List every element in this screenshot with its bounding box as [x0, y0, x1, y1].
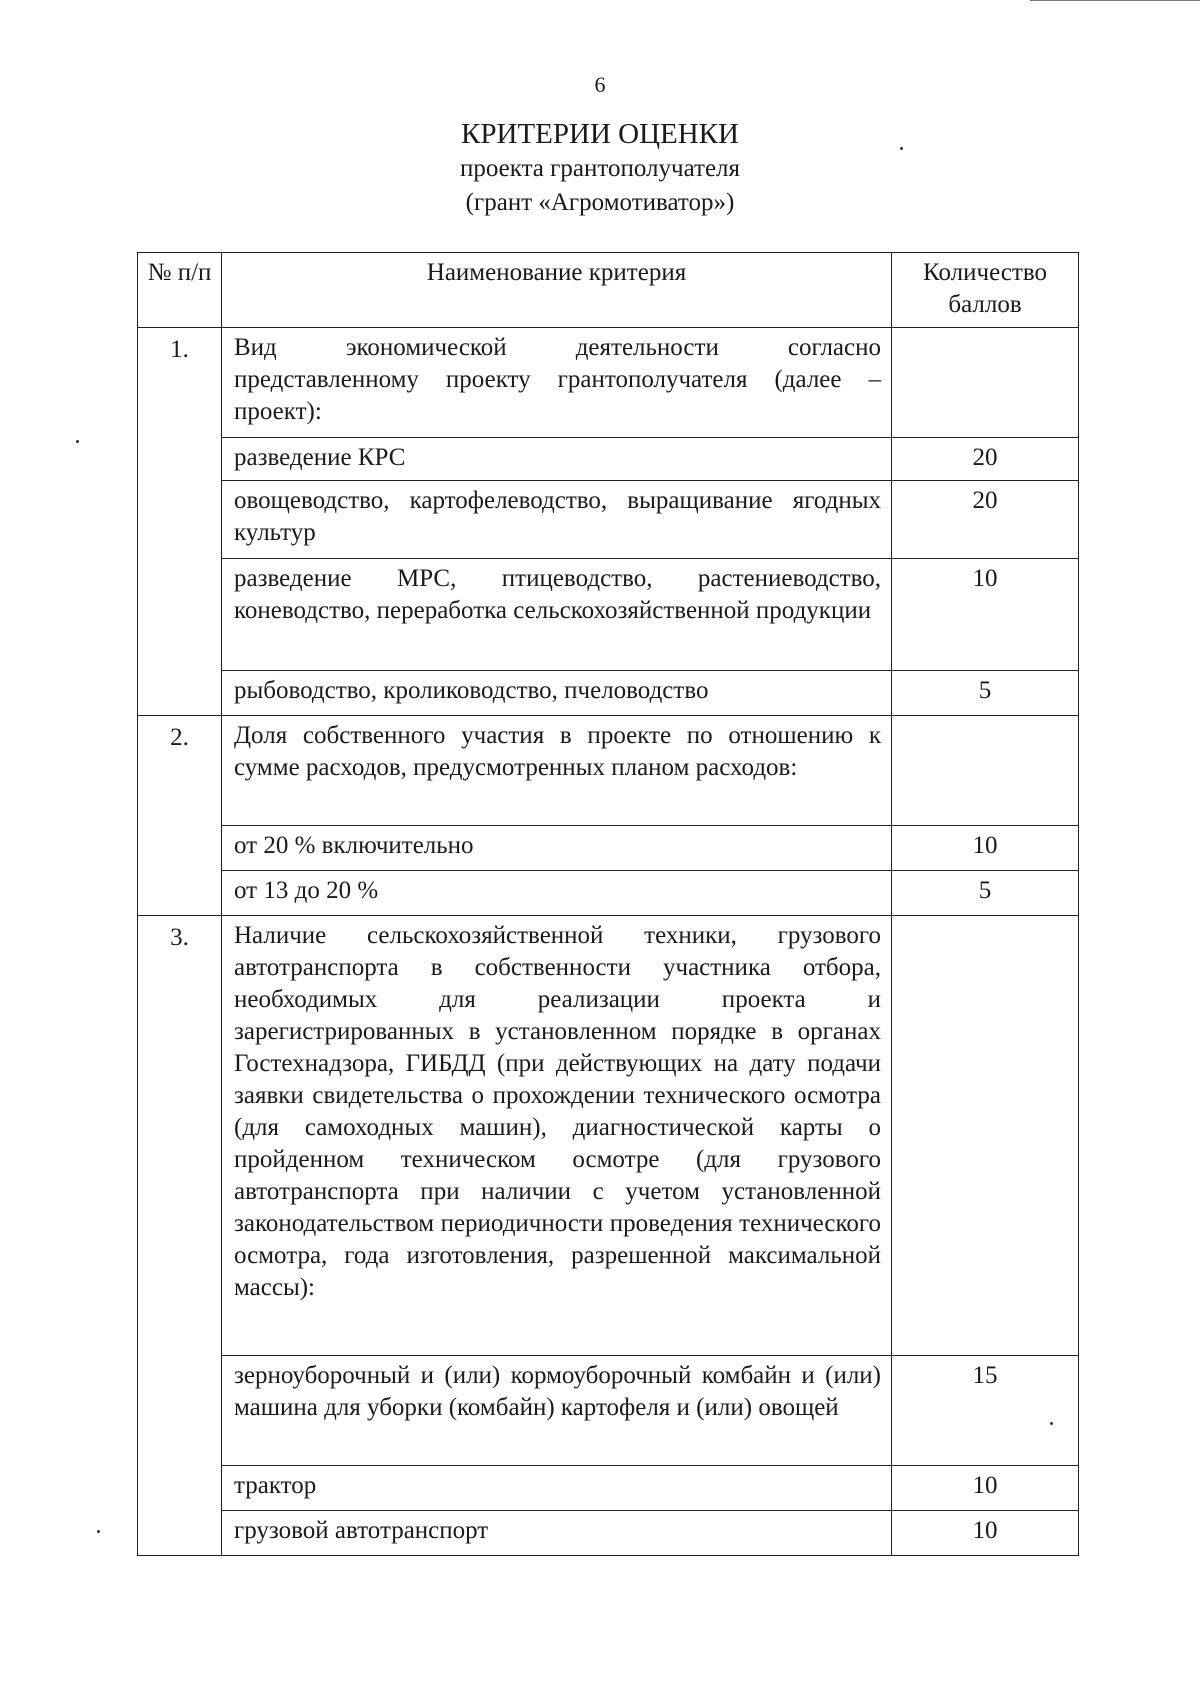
column-header-name: Наименование критерия — [222, 253, 892, 328]
option-text: разведение КРС — [222, 438, 892, 481]
criterion-title: Наличие сельскохозяйственной техники, грузового автотранспорта в собственности участника отбора, необходимых для реализации проекта и зарегистрированных в установленном порядке в органах Гостехнадзора, ГИБДД (при действующих на дату подачи заявки свидетельства о прохождении технического осмотра (для самоходных машин), диагностической карты о пройденном техническом осмотре (для грузового автотранспорта при наличии с учетом установленной законодательством периодичности проведения технического осмотра, года изготовления, разрешенной максимальной массы): — [222, 916, 892, 1356]
option-points: 10 — [892, 1466, 1079, 1511]
page-number: 6 — [594, 72, 606, 97]
table-row — [138, 716, 1079, 826]
option-text: трактор — [222, 1466, 892, 1511]
criterion-points-empty — [892, 916, 1079, 1356]
scan-speck — [97, 1530, 100, 1533]
table-row — [138, 481, 1079, 559]
criteria-table — [137, 252, 1079, 1556]
document-title: КРИТЕРИИ ОЦЕНКИ — [461, 118, 739, 150]
criterion-title: Доля собственного участия в проекте по отношению к сумме расходов, предусмотренных планом расходов: — [222, 716, 892, 826]
document-subtitle: проекта грантополучателя — [459, 155, 741, 182]
option-text: разведение МРС, птицеводство, растениеводство, коневодство, переработка сельскохозяйственной продукции — [222, 559, 892, 671]
option-points: 5 — [892, 871, 1079, 916]
table-row — [138, 1356, 1079, 1466]
column-header-points: Количество баллов — [892, 253, 1079, 328]
criterion-title: Вид экономической деятельности согласно представленному проекту грантополучателя (далее – проект): — [222, 328, 892, 438]
option-points: 20 — [892, 481, 1079, 559]
option-points: 10 — [892, 559, 1079, 671]
criterion-points-empty — [892, 716, 1079, 826]
table-row — [138, 826, 1079, 871]
grant-name: (грант «Агромотиватор») — [465, 189, 735, 216]
table-row — [138, 671, 1079, 716]
table-row — [138, 328, 1079, 438]
option-text: овощеводство, картофелеводство, выращивание ягодных культур — [222, 481, 892, 559]
table-row — [138, 559, 1079, 671]
table-row — [138, 916, 1079, 1356]
option-points: 10 — [892, 826, 1079, 871]
scan-speck — [76, 440, 79, 443]
table-row — [138, 1511, 1079, 1556]
table-row — [138, 438, 1079, 481]
option-text: от 13 до 20 % — [222, 871, 892, 916]
criterion-number: 1. — [138, 328, 222, 716]
criterion-number: 3. — [138, 916, 222, 1556]
table-header-row — [138, 253, 1079, 328]
document-header — [0, 116, 1200, 220]
column-header-number: № п/п — [138, 253, 222, 328]
scan-edge-line — [1030, 0, 1200, 1]
option-points: 5 — [892, 671, 1079, 716]
option-text: зерноуборочный и (или) кормоуборочный комбайн и (или) машина для уборки (комбайн) картофеля и (или) овощей — [222, 1356, 892, 1466]
option-points: 20 — [892, 438, 1079, 481]
table-row — [138, 871, 1079, 916]
option-points: 10 — [892, 1511, 1079, 1556]
option-text: грузовой автотранспорт — [222, 1511, 892, 1556]
option-points: 15 — [892, 1356, 1079, 1466]
option-text: рыбоводство, кролиководство, пчеловодство — [222, 671, 892, 716]
criterion-number: 2. — [138, 716, 222, 916]
criterion-points-empty — [892, 328, 1079, 438]
option-text: от 20 % включительно — [222, 826, 892, 871]
table-row — [138, 1466, 1079, 1511]
